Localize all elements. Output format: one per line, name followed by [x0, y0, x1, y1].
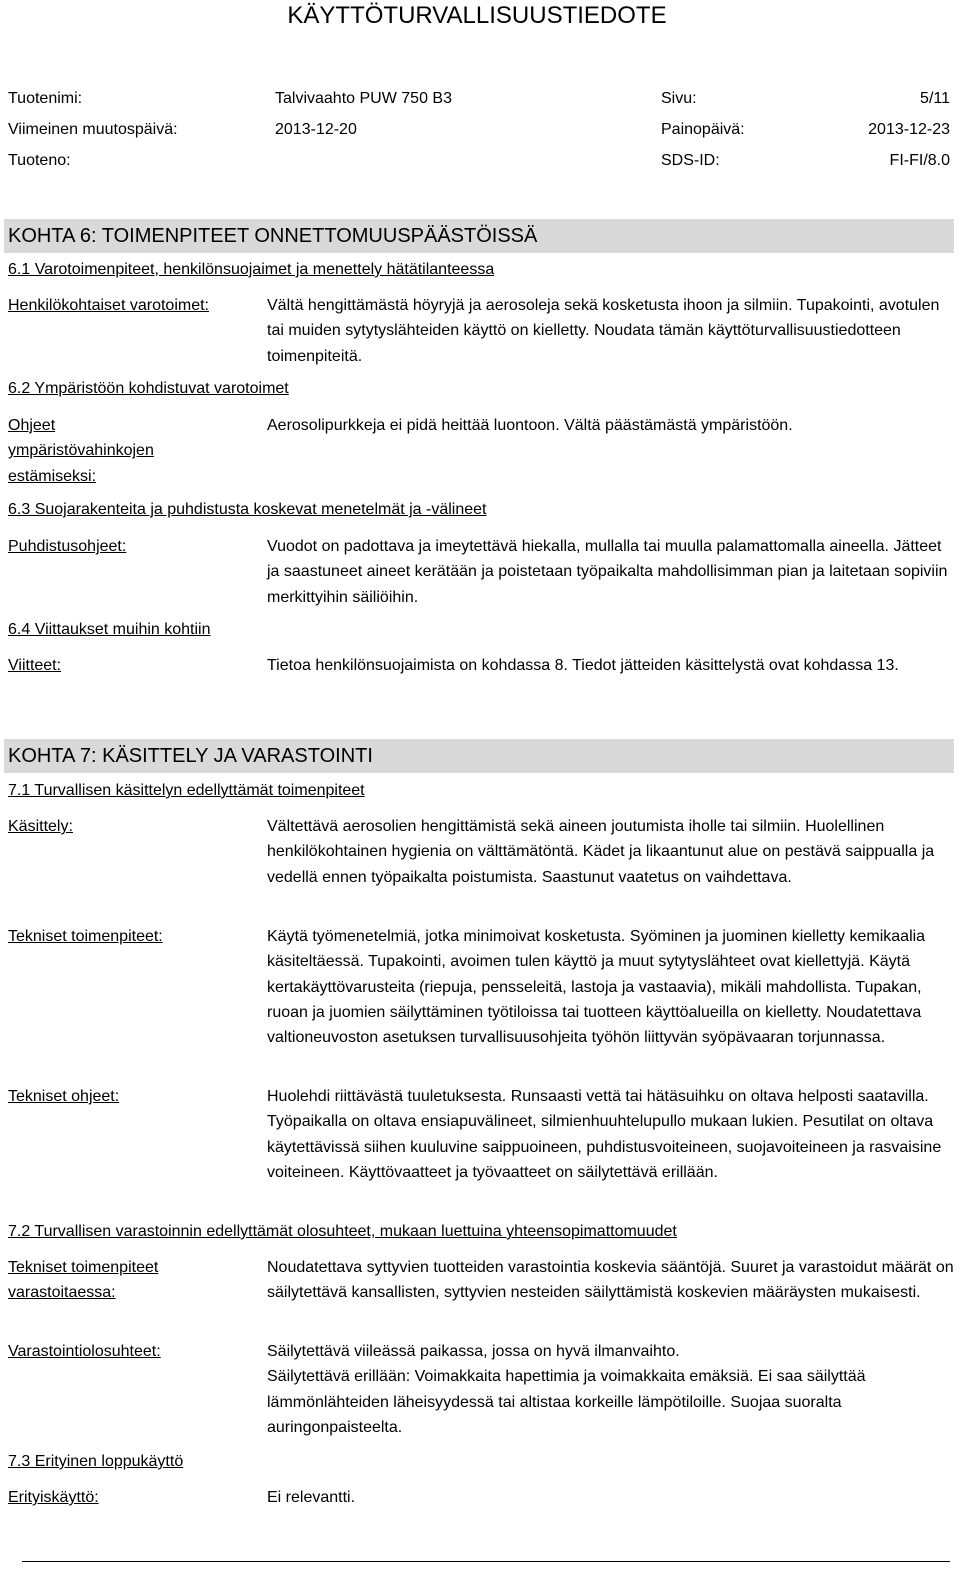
storage-technical-label-line-1: Tekniset toimenpiteet — [8, 1259, 159, 1276]
technical-measures-text: Käytä työmenetelmiä, jotka minimoivat kosketusta. Syöminen ja juominen kielletty kemikaalia käsiteltäessä. Tupakointi, avoimen tulen käyttö ja muut sytytyslähteet ovat kiellettyjä. Käytä kertakäyttövarusteita (riepuja, pensseleitä, lastoja ja vastaavia), mikäli mahdollista. Tupakan, ruoan ja juomien säilyttäminen työtiloissa tai tuotteen käyttöalueilla on kielletty. Noudatettava valtioneuvoston asetuksen turvallisuusohjeita työhön liittyvän syöpävaaran torjunnassa. — [267, 928, 926, 1047]
storage-technical-label — [8, 1255, 158, 1306]
env-label-line-2: ympäristövahinkojen — [8, 442, 154, 460]
page-label: Sivu: — [661, 90, 697, 107]
subsection-7-2-title: 7.2 Turvallisen varastoinnin edellyttämät olosuhteet, mukaan luettuina yhteensopimattomuudet — [8, 1223, 677, 1240]
env-precautions-label — [8, 413, 154, 489]
last-modified-value: 2013-12-20 — [275, 121, 357, 138]
document-title: KÄYTTÖTURVALLISUUSTIEDOTE — [287, 2, 667, 29]
product-name-label: Tuotenimi: — [8, 90, 83, 107]
handling-text: Vältettävä aerosolien hengittämistä sekä aineen joutumista iholle tai silmiin. Huolellinen henkilökohtainen hygienia on välttämätöntä. Kädet ja likaantunut alue on pestävä saippualla ja vedellä ennen työpaikalta poistumista. Saastunut vaatetus on vaihdettava. — [267, 818, 935, 886]
env-precautions-text: Aerosolipurkkeja ei pidä heittää luontoon. Vältä päästämästä ympäristöön. — [267, 417, 793, 434]
print-date-value: 2013-12-23 — [868, 121, 950, 138]
env-label-line-1: Ohjeet — [8, 417, 56, 434]
subsection-6-4-title: 6.4 Viittaukset muihin kohtiin — [8, 621, 211, 638]
last-modified-label: Viimeinen muutospäivä: — [8, 121, 178, 138]
page-number: 5/11 — [920, 90, 950, 107]
product-number-label: Tuoteno: — [8, 152, 71, 169]
references-label: Viitteet: — [8, 657, 62, 674]
technical-measures-label: Tekniset toimenpiteet: — [8, 928, 163, 945]
footer-divider — [22, 1561, 950, 1562]
storage-conditions-line-2: Säilytettävä erillään: Voimakkaita hapettimia ja voimakkaita emäksiä. Ei saa säilyttää lämmönlähteiden läheisyydessä tai altistaa korkeille lämpötiloille. Suojaa suoralta auringonpaisteelta. — [267, 1368, 866, 1436]
storage-conditions-text — [267, 1339, 957, 1440]
storage-technical-label-line-2: varastoitaessa: — [8, 1284, 116, 1302]
subsection-6-2-title: 6.2 Ympäristöön kohdistuvat varotoimet — [8, 380, 289, 397]
subsection-6-1-title: 6.1 Varotoimenpiteet, henkilönsuojaimet ja menettely hätätilanteessa — [8, 261, 495, 278]
technical-guidance-text: Huolehdi riittävästä tuuletuksesta. Runsaasti vettä tai hätäsuihku on oltava helposti saatavilla. Työpaikalla on oltava ensiapuvälineet, silmienhuuhtelupullo mukaan lukien. Pesutilat on oltava käytettävissä siihen kuuluvine saippuoineen, puhdistusvoiteineen, suojavoiteineen ja rasvaisine voiteineen. Käyttövaatteet ja työvaatteet on säilytettävä erillään. — [267, 1088, 942, 1181]
product-name-value: Talvivaahto PUW 750 B3 — [275, 90, 452, 107]
handling-label: Käsittely: — [8, 818, 73, 835]
technical-guidance-label: Tekniset ohjeet: — [8, 1088, 120, 1105]
subsection-7-3-title: 7.3 Erityinen loppukäyttö — [8, 1453, 184, 1470]
sds-id-value: FI-FI/8.0 — [889, 152, 950, 169]
cleanup-text: Vuodot on padottava ja imeytettävä hiekalla, mullalla tai muulla palamattomalla aineella. Jätteet ja saastuneet aineet kerätään ja poistetaan työpaikalta mahdollisimman pian ja laitetaan sopiviin merkittyihin säiliöihin. — [267, 538, 948, 606]
personal-precautions-text: Vältä hengittämästä höyryjä ja aerosoleja sekä kosketusta ihoon ja silmiin. Tupakointi, avotulen tai muiden sytytyslähteiden käyttö on kielletty. Noudata tämän käyttöturvallisuustiedotteen toimenpiteitä. — [267, 297, 940, 365]
storage-technical-text: Noudatettava syttyvien tuotteiden varastointia koskevia sääntöjä. Suuret ja varastoidut määrät on säilytettävä kansallisten, syttyvien nesteiden säilyttämistä koskevien määräysten mukaisesti. — [267, 1259, 954, 1302]
section-7-heading: KOHTA 7: KÄSITTELY JA VARASTOINTI — [4, 739, 954, 773]
specific-use-text: Ei relevantti. — [267, 1489, 356, 1506]
personal-precautions-label: Henkilökohtaiset varotoimet: — [8, 297, 209, 314]
env-label-line-3: estämiseksi: — [8, 467, 97, 485]
subsection-6-3-title: 6.3 Suojarakenteita ja puhdistusta koskevat menetelmät ja -välineet — [8, 501, 487, 518]
storage-conditions-line-1: Säilytettävä viileässä paikassa, jossa on hyvä ilmanvaihto. — [267, 1343, 680, 1360]
storage-conditions-label: Varastointiolosuhteet: — [8, 1343, 161, 1360]
references-text: Tietoa henkilönsuojaimista on kohdassa 8. Tiedot jätteiden käsittelystä ovat kohdassa 13. — [267, 657, 899, 674]
cleanup-label: Puhdistusohjeet: — [8, 538, 127, 555]
print-date-label: Painopäivä: — [661, 121, 745, 138]
sds-id-label: SDS-ID: — [661, 152, 720, 169]
specific-use-label: Erityiskäyttö: — [8, 1489, 99, 1506]
section-6-heading: KOHTA 6: TOIMENPITEET ONNETTOMUUSPÄÄSTÖISSÄ — [4, 219, 954, 253]
subsection-7-1-title: 7.1 Turvallisen käsittelyn edellyttämät toimenpiteet — [8, 782, 365, 799]
